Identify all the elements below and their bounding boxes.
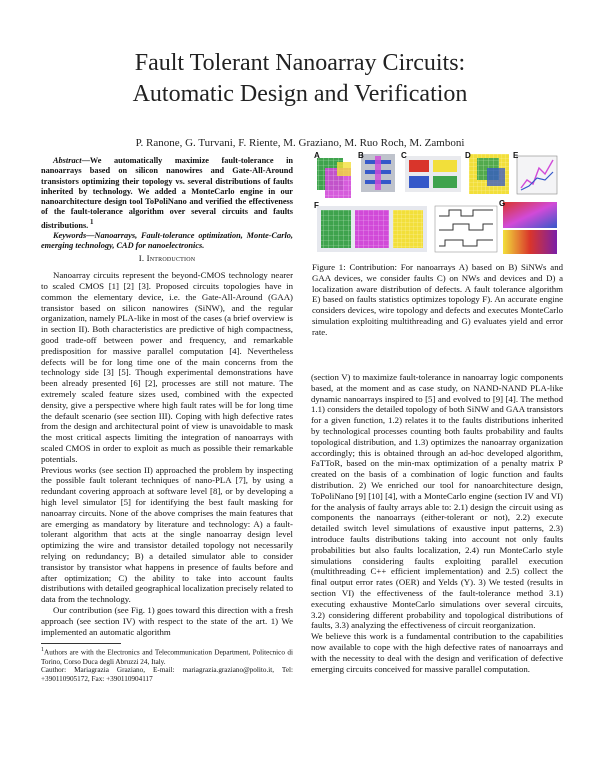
figure-label-e: E xyxy=(513,151,519,160)
panel-simulation-waveforms xyxy=(435,206,497,252)
figure-label-d: D xyxy=(465,151,471,160)
figure-label-a: A xyxy=(314,151,320,160)
footnote-text: Authors are with the Electronics and Telecommunication Department, Politecnico di Torino, Corso Duca degli Abruzzi 24, Italy. xyxy=(41,648,293,666)
intro-paragraph-2: Previous works (see section II) approached the problem by inspecting the possible fault tolerant techniques of nano-PLA [7], by using a redundant covering approach at software level [8], or by developing a high level simulator [5] for identifying the best fault masking for nanoarray circuits. None of the above comprises the main features that are emerging as mandatory by literature and technology: A) a fault-tolerant algorithm that acts at the single nanoarray design level optimizing the wire and transistor detailed topology not necessarily relying on redundancy; B) a detailed simulator able to consider transistor by transistor what happens in presence of faults before and after optimization; C) the ability to take into account faults distributions with detailed geographical localization precisely related to data from the technology. xyxy=(41,464,293,605)
panel-f-optimized-topology xyxy=(314,201,427,252)
section-heading-introduction xyxy=(41,253,293,264)
panel-d-fault-distribution xyxy=(465,151,509,194)
keywords-label: Keywords xyxy=(53,230,87,240)
panel-c-faults xyxy=(401,151,461,192)
abstract-text: —We automatically maximize fault-tolerance in nanoarrays based on silicon nanowires and Gate-All-Around transistors optimizing their topology vs. several distributions of faults inherited by technology. We added a MonteCarlo engine in our nanoarchitecture design tool ToPoliNano and verified the effectiveness of the fault-tolerance algorithm over several circuits and faults distributions. xyxy=(41,156,293,230)
paper-title xyxy=(40,48,560,110)
abstract xyxy=(41,156,293,231)
intro-paragraph-1: Nanoarray circuits represent the beyond-CMOS technology nearer to scaled CMOS [1] [2] [3]. Proposed circuits topologies have in common the elementary device, i.e. the Gate-All-Around (GAA) transistor based on silicon nanowires (SiNW), and the regular organization, namely PLA-like in most of the cases (a brief overview is in section II). Both characteristics are predictive of high compactness, good trade-off between power and frequency, and remarkable predisposition for massive parallel computation [4]. Nevertheless defects will be for long time one of the main concerns from the technology side [3] [5]. Though experimental demonstrations have been already presented [6] [2], processes are still not mature. The extremely scaled feature sizes used, combined with the expected density, give a perspective where high fault rates will be for long time the default scenario (see section III). Coping with high defective rates from the design and architectural point of view is unavoidable to mask the most critical aspects limiting the integration of nanoarrays with scaled CMOS in order to exploit as much as possible their remarkable potentials. xyxy=(41,270,293,464)
panel-g-yield-error-rate xyxy=(499,199,557,254)
section-title: Introduction xyxy=(146,253,196,264)
figure-1-caption: Figure 1: Contribution: For nanoarrays A) based on B) SiNWs and GAA devices, we consider faults C) on NWs and devices and D) a localization aware distribution of defects. A fault tolerance algorithm E) based on faults statistics optimizes topology F). An accurate engine considers devices, wire topology and defects and executes MonteCarlo simulation exploiting multithreading and G) evaluates yield and error rate. xyxy=(312,262,563,337)
figure-label-g: G xyxy=(499,199,506,208)
abstract-footnote-marker: 1 xyxy=(88,218,94,226)
panel-b-sinw-gaa xyxy=(358,151,395,192)
keywords-text: —Nanoarrays, Fault-tolerance optimization, Monte-Carlo, emerging technology, CAD for nanoelectronics. xyxy=(41,230,293,251)
keywords xyxy=(41,231,293,252)
right-paragraph-2: We believe this work is a fundamental contribution to the capabilities now available to cope with the high defective rates of nanoarrays and with the necessity to deal with the design and verification of defective emerging circuits conceived for massive parallel computation. xyxy=(311,631,563,674)
left-column xyxy=(41,156,293,684)
panel-e-algorithm xyxy=(513,151,557,194)
figure-label-f: F xyxy=(314,201,319,210)
author-list: P. Ranone, G. Turvani, F. Riente, M. Graziano, M. Ruo Roch, M. Zamboni xyxy=(135,137,465,149)
section-numeral: I. xyxy=(138,253,145,264)
title-line-1: Fault Tolerant Nanoarray Circuits: xyxy=(134,50,466,76)
footnote-affiliation xyxy=(41,646,293,666)
right-paragraph-1: (section V) to maximize fault-tolerance in nanoarray logic components based, at the moment and as case study, on NAND-NAND PLA-like dynamic nanoarrays inspired to [5] and evolved to [9] [4]. The method 1.1) considers the detailed topology of both SiNW and GAA transistors for a given function, 1.2) relates it to the faults distributions inherited by technological processes counting both faults probability and faults topological distribution, and 1.3) optimizes the nanoarray organization accordingly; this is obtained through an ad-hoc developed algorithm, FaTToR, based on the min-max optimization of a penalty matrix P created on the basis of a combination of logic function and faults distribution. 2) We enriched our tool for nanoarchitecture design, ToPoliNano [9] [10] [4], with a MonteCarlo engine (section IV and VI) for the analysis of faulty arrays able to: 2.1) design the circuit using as components the nanoarrays (either-tolerant or not), 2.2) execute detailed switch level simulations of exaustive input patterns, 2.3) introduce faults distributions taking into account not only faults probabilities but also faults localization, 2.4) run MonteCarlo style simulations considering faults exploiting parallel execution (multithreading C++ efficient implementation) and 2.5) collect the final output error rates (OER) and Yelds (Y). 3) We tested (results in section VI) the effectiveness of the fault-tolerance method 3.1) executing exhaustive MonteCarlo simulations over several circuits, 3.2) considering different probability and topological distributions of faults, 3.3) analyzing the effectiveness of circuit reorganization. xyxy=(311,372,563,631)
figure-1-diagram xyxy=(313,150,561,258)
footnote-contact: Cauthor: Mariagrazia Graziano, E-mail: mariagrazia.graziano@polito.it, Tel: +390110905172, Fax: +390110904117 xyxy=(41,666,293,684)
title-line-2: Automatic Design and Verification xyxy=(132,81,468,107)
right-column xyxy=(311,372,563,674)
figure-label-b: B xyxy=(358,151,364,160)
panel-a-nanoarray xyxy=(314,151,351,198)
intro-paragraph-3: Our contribution (see Fig. 1) goes toward this direction with a fresh approach (see section IV) with respect to the state of the art. 1) We implemented an automatic algorithm xyxy=(41,604,293,637)
figure-label-c: C xyxy=(401,151,407,160)
abstract-label: Abstract xyxy=(53,156,82,165)
footnote-divider xyxy=(41,643,121,644)
footnote-marker: 1 xyxy=(41,647,44,654)
